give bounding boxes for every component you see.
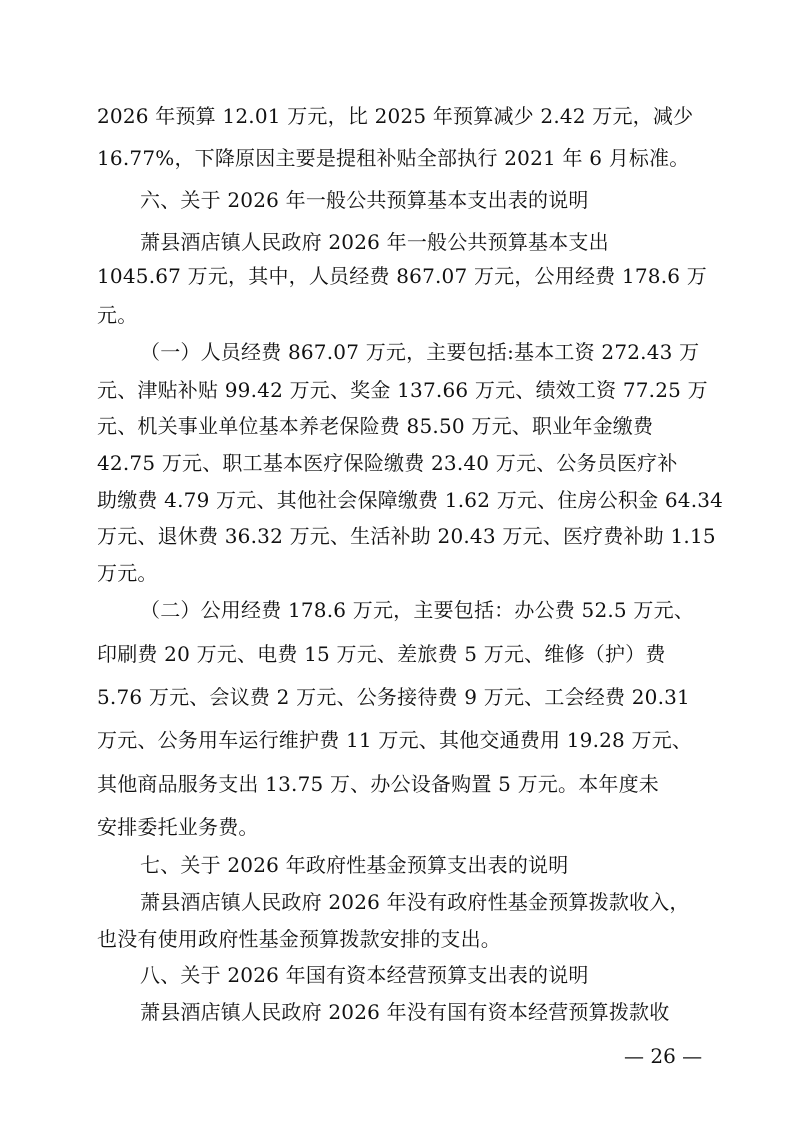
text-line-12: 万元、退休费 36.32 万元、生活补助 20.43 万元、医疗费补助 1.15 [97, 524, 716, 548]
text-line-13: 万元。 [97, 561, 158, 585]
text-line-22: 也没有使用政府性基金预算拨款安排的支出。 [97, 927, 501, 951]
text-line-4: 萧县酒店镇人民政府 2026 年一般公共预算基本支出 [140, 230, 609, 254]
page-number: — 26 — [624, 1044, 703, 1068]
text-line-9: 元、机关事业单位基本养老保险费 85.50 万元、职业年金缴费 [97, 414, 654, 438]
text-line-15: 印刷费 20 万元、电费 15 万元、差旅费 5 万元、维修（护）费 [97, 642, 666, 666]
text-line-8: 元、津贴补贴 99.42 万元、奖金 137.66 万元、绩效工资 77.25 万 [97, 378, 708, 402]
text-line-2: 16.77%，下降原因主要是提租补贴全部执行 2021 年 6 月标准。 [97, 146, 690, 170]
text-line-1: 2026 年预算 12.01 万元，比 2025 年预算减少 2.42 万元，减少 [97, 104, 694, 128]
text-line-16: 5.76 万元、会议费 2 万元、公务接待费 9 万元、工会经费 20.31 [97, 685, 690, 709]
text-line-21: 萧县酒店镇人民政府 2026 年没有政府性基金预算拨款收入， [140, 890, 690, 914]
subsection-personnel-heading: （一）人员经费 867.07 万元，主要包括:基本工资 272.43 万 [140, 340, 700, 364]
text-line-10: 42.75 万元、职工基本医疗保险缴费 23.40 万元、公务员医疗补 [97, 451, 678, 475]
text-line-6: 元。 [97, 303, 138, 327]
text-line-17: 万元、公务用车运行维护费 11 万元、其他交通费用 19.28 万元、 [97, 728, 693, 752]
text-line-11: 助缴费 4.79 万元、其他社会保障缴费 1.62 万元、住房公积金 64.34 [97, 488, 724, 512]
section-heading-7: 七、关于 2026 年政府性基金预算支出表的说明 [140, 853, 569, 877]
section-heading-6: 六、关于 2026 年一般公共预算基本支出表的说明 [140, 188, 589, 212]
text-line-18: 其他商品服务支出 13.75 万、办公设备购置 5 万元。本年度未 [97, 772, 660, 796]
text-line-19: 安排委托业务费。 [97, 815, 259, 839]
section-heading-8: 八、关于 2026 年国有资本经营预算支出表的说明 [140, 963, 589, 987]
subsection-public-heading: （二）公用经费 178.6 万元，主要包括：办公费 52.5 万元、 [140, 598, 695, 622]
text-line-24: 萧县酒店镇人民政府 2026 年没有国有资本经营预算拨款收 [140, 1000, 670, 1024]
text-line-5: 1045.67 万元，其中，人员经费 867.07 万元，公用经费 178.6 万 [97, 264, 707, 288]
